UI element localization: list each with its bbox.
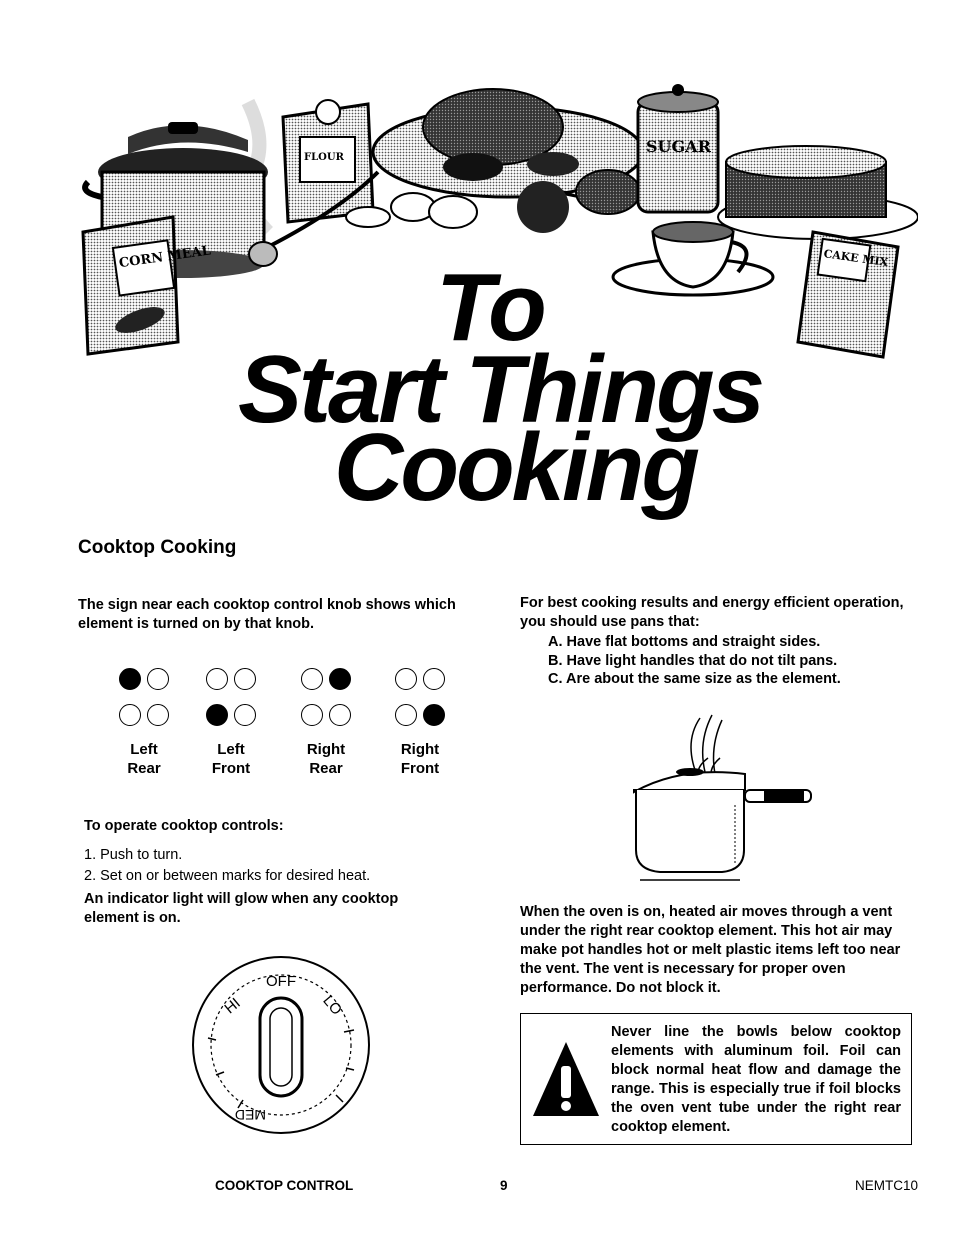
section-heading: Cooktop Cooking bbox=[78, 537, 237, 558]
right-intro-text: For best cooking results and energy efficient operation, you should use pans that: bbox=[520, 595, 904, 630]
dot-filled bbox=[423, 704, 445, 726]
dot-empty bbox=[147, 668, 169, 690]
indicator-label-bottom: Rear bbox=[309, 760, 343, 777]
flour-bag-image bbox=[283, 100, 373, 222]
operate-steps-list bbox=[84, 845, 370, 887]
indicator-label-bottom: Front bbox=[400, 760, 440, 777]
indicator-label-top: Right bbox=[400, 741, 440, 758]
dot-empty bbox=[206, 668, 228, 690]
corn-meal-label: CORN MEAL bbox=[118, 243, 212, 272]
cake-image bbox=[718, 146, 918, 239]
cake-mix-box-image bbox=[798, 232, 898, 357]
knob-lo-label: LO bbox=[319, 992, 346, 1019]
pan-requirements-list bbox=[548, 633, 841, 689]
list-item: C. Are about the same size as the element. bbox=[548, 671, 841, 687]
indicator-right-rear bbox=[274, 668, 378, 778]
list-item: 2. Set on or between marks for desired heat. bbox=[84, 868, 371, 884]
title-line-3: Cooking bbox=[334, 414, 697, 521]
indicator-label-bottom: Rear bbox=[127, 760, 161, 777]
list-item: A. Have flat bottoms and straight sides. bbox=[548, 634, 821, 650]
list-item: B. Have light handles that do not tilt pans. bbox=[548, 652, 838, 669]
vent-info-text: When the oven is on, heated air moves through a vent under the right rear cooktop element. This hot air may make pot handles hot or melt plastic items left too near the vent. The vent is necessary for proper oven performance. Do not block it. bbox=[520, 904, 901, 996]
page-number: 9 bbox=[500, 1178, 508, 1193]
knob-hi-label: HI bbox=[221, 994, 244, 1018]
document-code: NEMTC10 bbox=[855, 1178, 919, 1193]
title-line-2: Start Things bbox=[238, 336, 763, 443]
indicator-right-front bbox=[368, 668, 472, 778]
indicator-light-note: An indicator light will glow when any cooktop element is on. bbox=[84, 891, 399, 926]
indicator-label-bottom: Front bbox=[211, 760, 251, 777]
warning-text: Never line the bowls below cooktop elements with aluminum foil. Foil can block normal heat flow and damage the range. This is especially true if foil blocks the oven vent tube under the right rear cooktop element. bbox=[611, 1024, 901, 1135]
left-intro-text: The sign near each cooktop control knob shows which element is turned on by that knob. bbox=[78, 597, 456, 632]
dot-filled bbox=[329, 668, 351, 690]
knob-med-label: MED bbox=[234, 1107, 266, 1123]
steaming-pot-image bbox=[630, 710, 850, 890]
dot-empty bbox=[301, 668, 323, 690]
title-line-1: To bbox=[436, 254, 544, 361]
indicator-label-top: Left bbox=[217, 741, 245, 758]
dot-empty bbox=[234, 668, 256, 690]
footer-section-label: COOKTOP CONTROL bbox=[215, 1178, 354, 1193]
indicator-label-top: Left bbox=[130, 741, 158, 758]
dot-filled bbox=[206, 704, 228, 726]
knob-off-label: OFF bbox=[266, 973, 296, 990]
dot-empty bbox=[423, 668, 445, 690]
dot-filled bbox=[119, 668, 141, 690]
dot-empty bbox=[119, 704, 141, 726]
dot-empty bbox=[395, 704, 417, 726]
indicator-left-front bbox=[179, 668, 283, 778]
dot-empty bbox=[301, 704, 323, 726]
dot-empty bbox=[395, 668, 417, 690]
list-item: 1. Push to turn. bbox=[84, 847, 183, 863]
operate-heading: To operate cooktop controls: bbox=[84, 818, 284, 834]
cooktop-control-knob-image bbox=[186, 950, 376, 1140]
dot-empty bbox=[147, 704, 169, 726]
flour-label: FLOUR bbox=[304, 152, 344, 163]
warning-triangle-icon bbox=[531, 1040, 601, 1118]
warning-box bbox=[520, 1013, 912, 1145]
sugar-label: SUGAR bbox=[646, 137, 711, 156]
sugar-canister-image bbox=[638, 84, 718, 212]
indicator-label-top: Right bbox=[306, 741, 346, 758]
cake-mix-label: CAKE MIX bbox=[822, 247, 889, 270]
dot-empty bbox=[329, 704, 351, 726]
dot-empty bbox=[234, 704, 256, 726]
